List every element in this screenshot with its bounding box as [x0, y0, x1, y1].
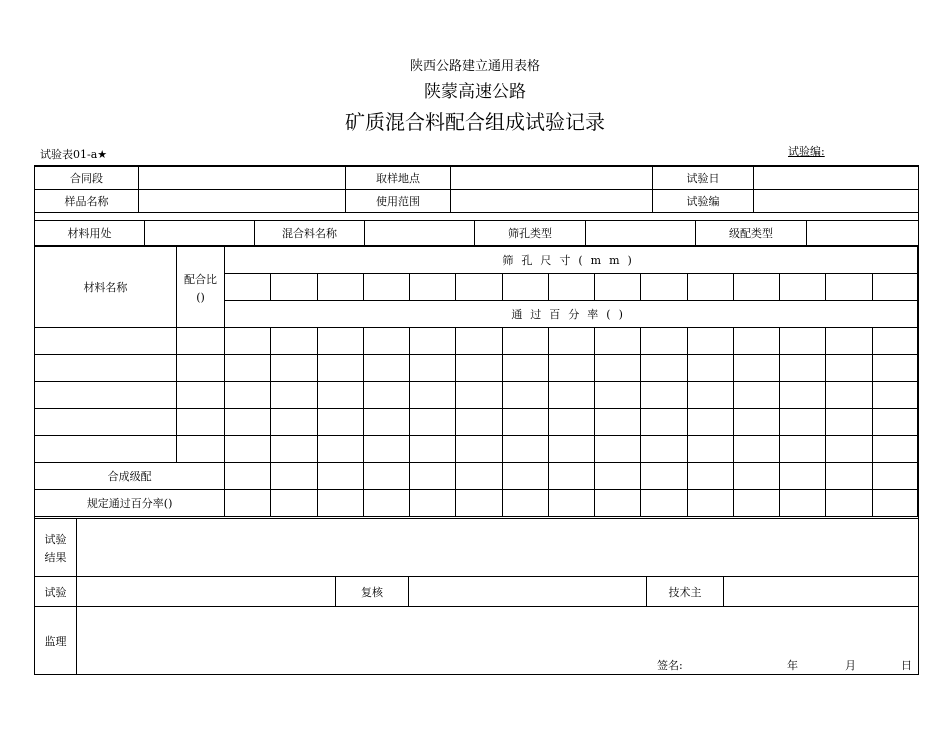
test-code-label: 试验编 [653, 190, 754, 213]
sieve-size-cell[interactable] [780, 274, 826, 301]
material-name-header: 材料名称 [35, 247, 177, 328]
sieve-size-cell[interactable] [641, 274, 687, 301]
test-result-label-line1: 试验 [44, 532, 67, 546]
info-table [34, 166, 919, 213]
sieve-size-cell[interactable] [317, 274, 363, 301]
org-title: 陕西公路建立通用表格 [409, 59, 540, 74]
test-code-value[interactable] [754, 190, 919, 213]
signature-table [34, 518, 919, 675]
sampling-site-label: 取样地点 [346, 167, 451, 190]
material-table [34, 220, 919, 246]
contract-section-label: 合同段 [35, 167, 139, 190]
spec-passing-row [35, 490, 918, 517]
tech-lead-value[interactable] [724, 577, 919, 607]
grading-type-value[interactable] [807, 221, 919, 246]
test-date-value[interactable] [754, 167, 919, 190]
mix-ratio-label: 配合比 [184, 272, 218, 286]
test-result-label [35, 519, 77, 577]
sieve-size-cell[interactable] [456, 274, 502, 301]
year-label: 年 [787, 659, 798, 672]
test-result-value[interactable] [77, 519, 919, 577]
reviewer-label: 复核 [336, 577, 409, 607]
form-number: 试验表01-a★ [40, 148, 108, 161]
tester-value[interactable] [77, 577, 336, 607]
sieve-size-cell[interactable] [548, 274, 594, 301]
sieve-size-cell[interactable] [687, 274, 733, 301]
sign-label: 签名: [657, 659, 683, 672]
material-usage-value[interactable] [145, 221, 255, 246]
sampling-site-value[interactable] [451, 167, 653, 190]
sieve-size-cell[interactable] [733, 274, 779, 301]
table-row [35, 328, 918, 355]
usage-range-value[interactable] [451, 190, 653, 213]
day-label: 日 [901, 659, 912, 672]
table-row [35, 355, 918, 382]
spec-passing-label: 规定通过百分率() [35, 490, 225, 517]
sieve-size-cell[interactable] [271, 274, 317, 301]
mix-ratio-unit: () [196, 290, 205, 304]
sieve-size-cell[interactable] [410, 274, 456, 301]
sieve-size-cell[interactable] [826, 274, 872, 301]
test-number-label: 试验编: [788, 145, 825, 158]
reviewer-value[interactable] [409, 577, 647, 607]
test-date-label: 试验日 [653, 167, 754, 190]
sample-name-value[interactable] [139, 190, 346, 213]
sieve-size-cell[interactable] [225, 274, 271, 301]
material-usage-label: 材料用处 [35, 221, 145, 246]
mix-ratio-header [176, 247, 224, 328]
mix-name-label: 混合料名称 [255, 221, 365, 246]
table-row [35, 409, 918, 436]
sample-name-label: 样品名称 [35, 190, 139, 213]
usage-range-label: 使用范围 [346, 190, 451, 213]
combined-grading-row [35, 463, 918, 490]
sieve-size-cell[interactable] [363, 274, 409, 301]
tester-label: 试验 [35, 577, 77, 607]
combined-grading-label: 合成级配 [35, 463, 225, 490]
month-label: 月 [845, 659, 856, 672]
form-title: 矿质混合料配合组成试验记录 [345, 110, 605, 134]
passing-percent-header: 通过百分率() [225, 301, 918, 328]
grading-type-label: 级配类型 [696, 221, 807, 246]
test-result-label-line2: 结果 [44, 550, 67, 564]
supervisor-label: 监理 [35, 607, 77, 675]
grading-grid [34, 246, 918, 517]
tech-lead-label: 技术主 [647, 577, 724, 607]
sieve-size-cell[interactable] [502, 274, 548, 301]
project-title: 陕蒙高速公路 [424, 82, 526, 102]
sieve-type-label: 筛孔类型 [475, 221, 586, 246]
sieve-size-cell[interactable] [872, 274, 918, 301]
table-row [35, 382, 918, 409]
table-row [35, 436, 918, 463]
sieve-size-header: 筛孔尺寸(mm) [225, 247, 918, 274]
sieve-size-cell[interactable] [595, 274, 641, 301]
sieve-type-value[interactable] [586, 221, 696, 246]
contract-section-value[interactable] [139, 167, 346, 190]
mix-name-value[interactable] [365, 221, 475, 246]
